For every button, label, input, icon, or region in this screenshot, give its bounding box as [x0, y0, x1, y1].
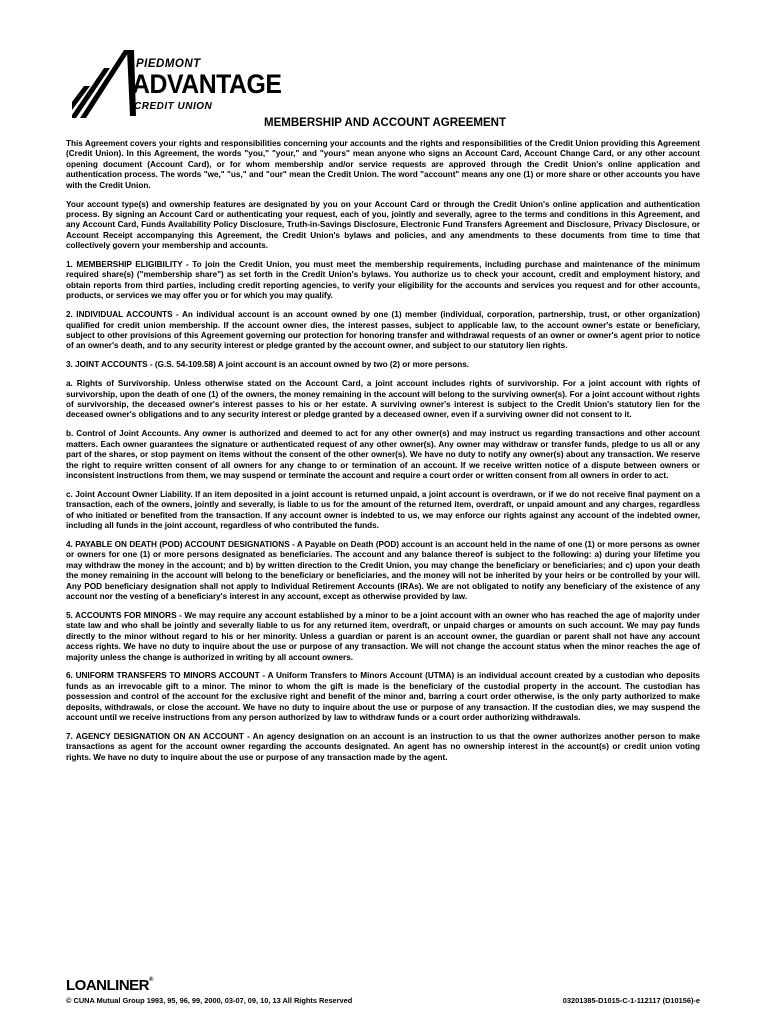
intro-paragraph: This Agreement covers your rights and responsibilities concerning your accounts and the rights and responsibilities of the Credit Union providing this Agreement (Credit Union). In this Agreement, the words "you," "your," and "yours" mean anyone who signs an Account Card, Account Change Card, or any other account opening document (Account Card), or for whom membership and/or service requests are approved through the Credit Union's online application and authentication process. The words "we," "us," and "our" mean the Credit Union. The word "account" means any one (1) or more share or other accounts you have with the Credit Union.: [66, 139, 700, 190]
section-agency-designation: 7. AGENCY DESIGNATION ON AN ACCOUNT - An agency designation on an account is an instruction to us that the owner authorizes another person to make transactions as agent for the account owner regarding the accounts designated. An agent has no ownership interest in the account(s) or credit union voting rights. We have no duty to inquire about the use or purpose of any transaction made by the agent.: [66, 732, 700, 762]
account-type-paragraph: Your account type(s) and ownership features are designated by you on your Account Card or through the Credit Union's online application and authentication process. By signing an Account Card or authenticating your request, each of you, jointly and severally, agree to the terms and conditions in this Agreement, and any Account Card, Funds Availability Policy Disclosure, Truth-in-Savings Disclosure, Electronic Fund Transfers Agreement and Disclosure, Privacy Disclosure, or Account Receipt accompanying this Agreement, the Credit Union's bylaws and policies, and any amendments to these documents from time to time that collectively govern your membership and accounts.: [66, 199, 700, 251]
document-title: MEMBERSHIP AND ACCOUNT AGREEMENT: [264, 117, 506, 129]
loanliner-wordmark: LOANLINER: [66, 977, 149, 994]
credit-union-logo: [72, 48, 282, 120]
logo-line-credit-union: CREDIT UNION: [134, 101, 213, 112]
section-accounts-for-minors: 5. ACCOUNTS FOR MINORS - We may require any account established by a minor to be a joint account with an owner who has reached the age of majority under state law and who shall be jointly and severally liable to us for any returned item, overdraft, or unpaid charges or amounts on such account. We may pay funds directly to the minor without regard to his or her minority. Unless a guardian or parent is an account owner, the guardian or parent shall not have any account access rights. We have no duty to inquire about the use or purpose of any transaction. We will not change the account status when the minor reaches the age of majority unless the change is authorized in writing by all account owners.: [66, 610, 700, 662]
section-membership-eligibility: 1. MEMBERSHIP ELIGIBILITY - To join the Credit Union, you must meet the membership requirements, including purchase and maintenance of the minimum required share(s) ("membership share") as set forth in the Credit Union's bylaws. You authorize us to check your account, credit and employment history, and obtain reports from third parties, including credit reporting agencies, to verify your eligibility for the accounts and services you request and for other accounts, products, or services we may offer you or for which you may qualify.: [66, 260, 700, 301]
section-individual-accounts: 2. INDIVIDUAL ACCOUNTS - An individual account is an account owned by one (1) member (individual, corporation, partnership, trust, or other organization) qualified for credit union membership. If the account owner dies, the interest passes, subject to applicable law, to the account owner's estate or beneficiary, subject to other provisions of this Agreement governing our protection for honoring transfer and withdrawal requests of an owner or owner's agent prior to notice of an owner's death, and to any security interest or pledge granted by the account owner, and subject to our statutory lien rights.: [66, 310, 700, 351]
agreement-body: [66, 139, 700, 772]
subsection-joint-owner-liability: c. Joint Account Owner Liability. If an item deposited in a joint account is returned unpaid, a joint account is overdrawn, or if we do not receive final payment on a transaction, each of the owners, jointly and severally, is liable to us for the amount of the returned item, overdraft, or unpaid amount and any charges, regardless of who initiated or benefited from the transaction. If any account owner is indebted to us, we may enforce our rights against any account of the indebted owner, including all funds in the joint account, regardless of who contributed the funds.: [66, 489, 700, 531]
subsection-rights-of-survivorship: a. Rights of Survivorship. Unless otherwise stated on the Account Card, a joint account includes rights of survivorship. For a joint account with rights of survivorship, upon the death of one (1) of the owners, the money remaining in the account will belong to the surviving owner(s). For a joint account without rights of survivorship, the deceased owner's interest passes to his or her estate. A surviving owner's interest is subject to the Credit Union's statutory lien for the deceased owner's obligations and to any security interest or pledge granted by a deceased owner, even if a surviving owner did not consent to it.: [66, 379, 700, 420]
section-payable-on-death: 4. PAYABLE ON DEATH (POD) ACCOUNT DESIGNATIONS - A Payable on Death (POD) account is an account held in the name of one (1) or more persons as owner or owners for one (1) or more persons designated as beneficiaries. The account and any balance thereof is subject to the following: a) during your lifetime you may withdraw the money in the account; and b) by written direction to the Credit Union, you may change the beneficiary or beneficiaries; and c) upon your death the money remaining in the account will belong to the beneficiary or beneficiaries, and the money will not be inherited by your heirs or be controlled by your will. Any POD beneficiary designation shall not apply to Individual Retirement Accounts (IRAs). We are not obligated to notify any beneficiary of the existence of any account nor the vesting of a beneficiary's interest in any account, except as otherwise provided by law.: [66, 540, 700, 602]
section-uniform-transfers-to-minors: 6. UNIFORM TRANSFERS TO MINORS ACCOUNT - A Uniform Transfers to Minors Account (UTMA) is an individual account created by a custodian who deposits funds as an irrevocable gift to a minor. The minor to whom the gift is made is the beneficiary of the custodial property in the account. The custodian has possession and control of the account for the exclusive right and benefit of the minor and, barring a court order otherwise, is the only party authorized to make deposits, withdrawals, or close the account. We have no duty to inquire about the use or purpose of any transaction. If the custodian dies, we may suspend the account until we receive instructions from any person authorized by law to withdraw funds or a court order authorizing withdrawals.: [66, 671, 700, 723]
loanliner-logo: [66, 977, 153, 994]
copyright-notice: © CUNA Mutual Group 1993, 95, 96, 99, 2000, 03-07, 09, 10, 13 All Rights Reserved: [66, 996, 353, 1005]
section-joint-accounts: 3. JOINT ACCOUNTS - (G.S. 54-109.58) A joint account is an account owned by two (2) or more persons.: [66, 360, 470, 370]
logo-line-advantage: ADVANTAGE: [132, 69, 282, 99]
logo-line-piedmont: PIEDMONT: [136, 58, 201, 70]
subsection-control-of-joint-accounts: b. Control of Joint Accounts. Any owner is authorized and deemed to act for any other owner(s) and may instruct us regarding transactions and other account matters. Each owner guarantees the signature or authenticated request of any other owner(s). Any owner may withdraw or transfer funds, pledge to us all or any part of the shares, or stop payment on items without the consent of the other owner(s). We have no duty to notify any owner(s) about any transaction. We reserve the right to require written consent of all owners for any change to or termination of an account. If we receive written notice of a dispute between owners or inconsistent instructions from them, we may suspend or terminate the account and require a court order or written consent from all owners in order to act.: [66, 429, 700, 480]
form-code: 03201385-D1015-C-1-112117 (D10156)-e: [562, 996, 700, 1005]
trademark-symbol: ®: [149, 977, 153, 983]
